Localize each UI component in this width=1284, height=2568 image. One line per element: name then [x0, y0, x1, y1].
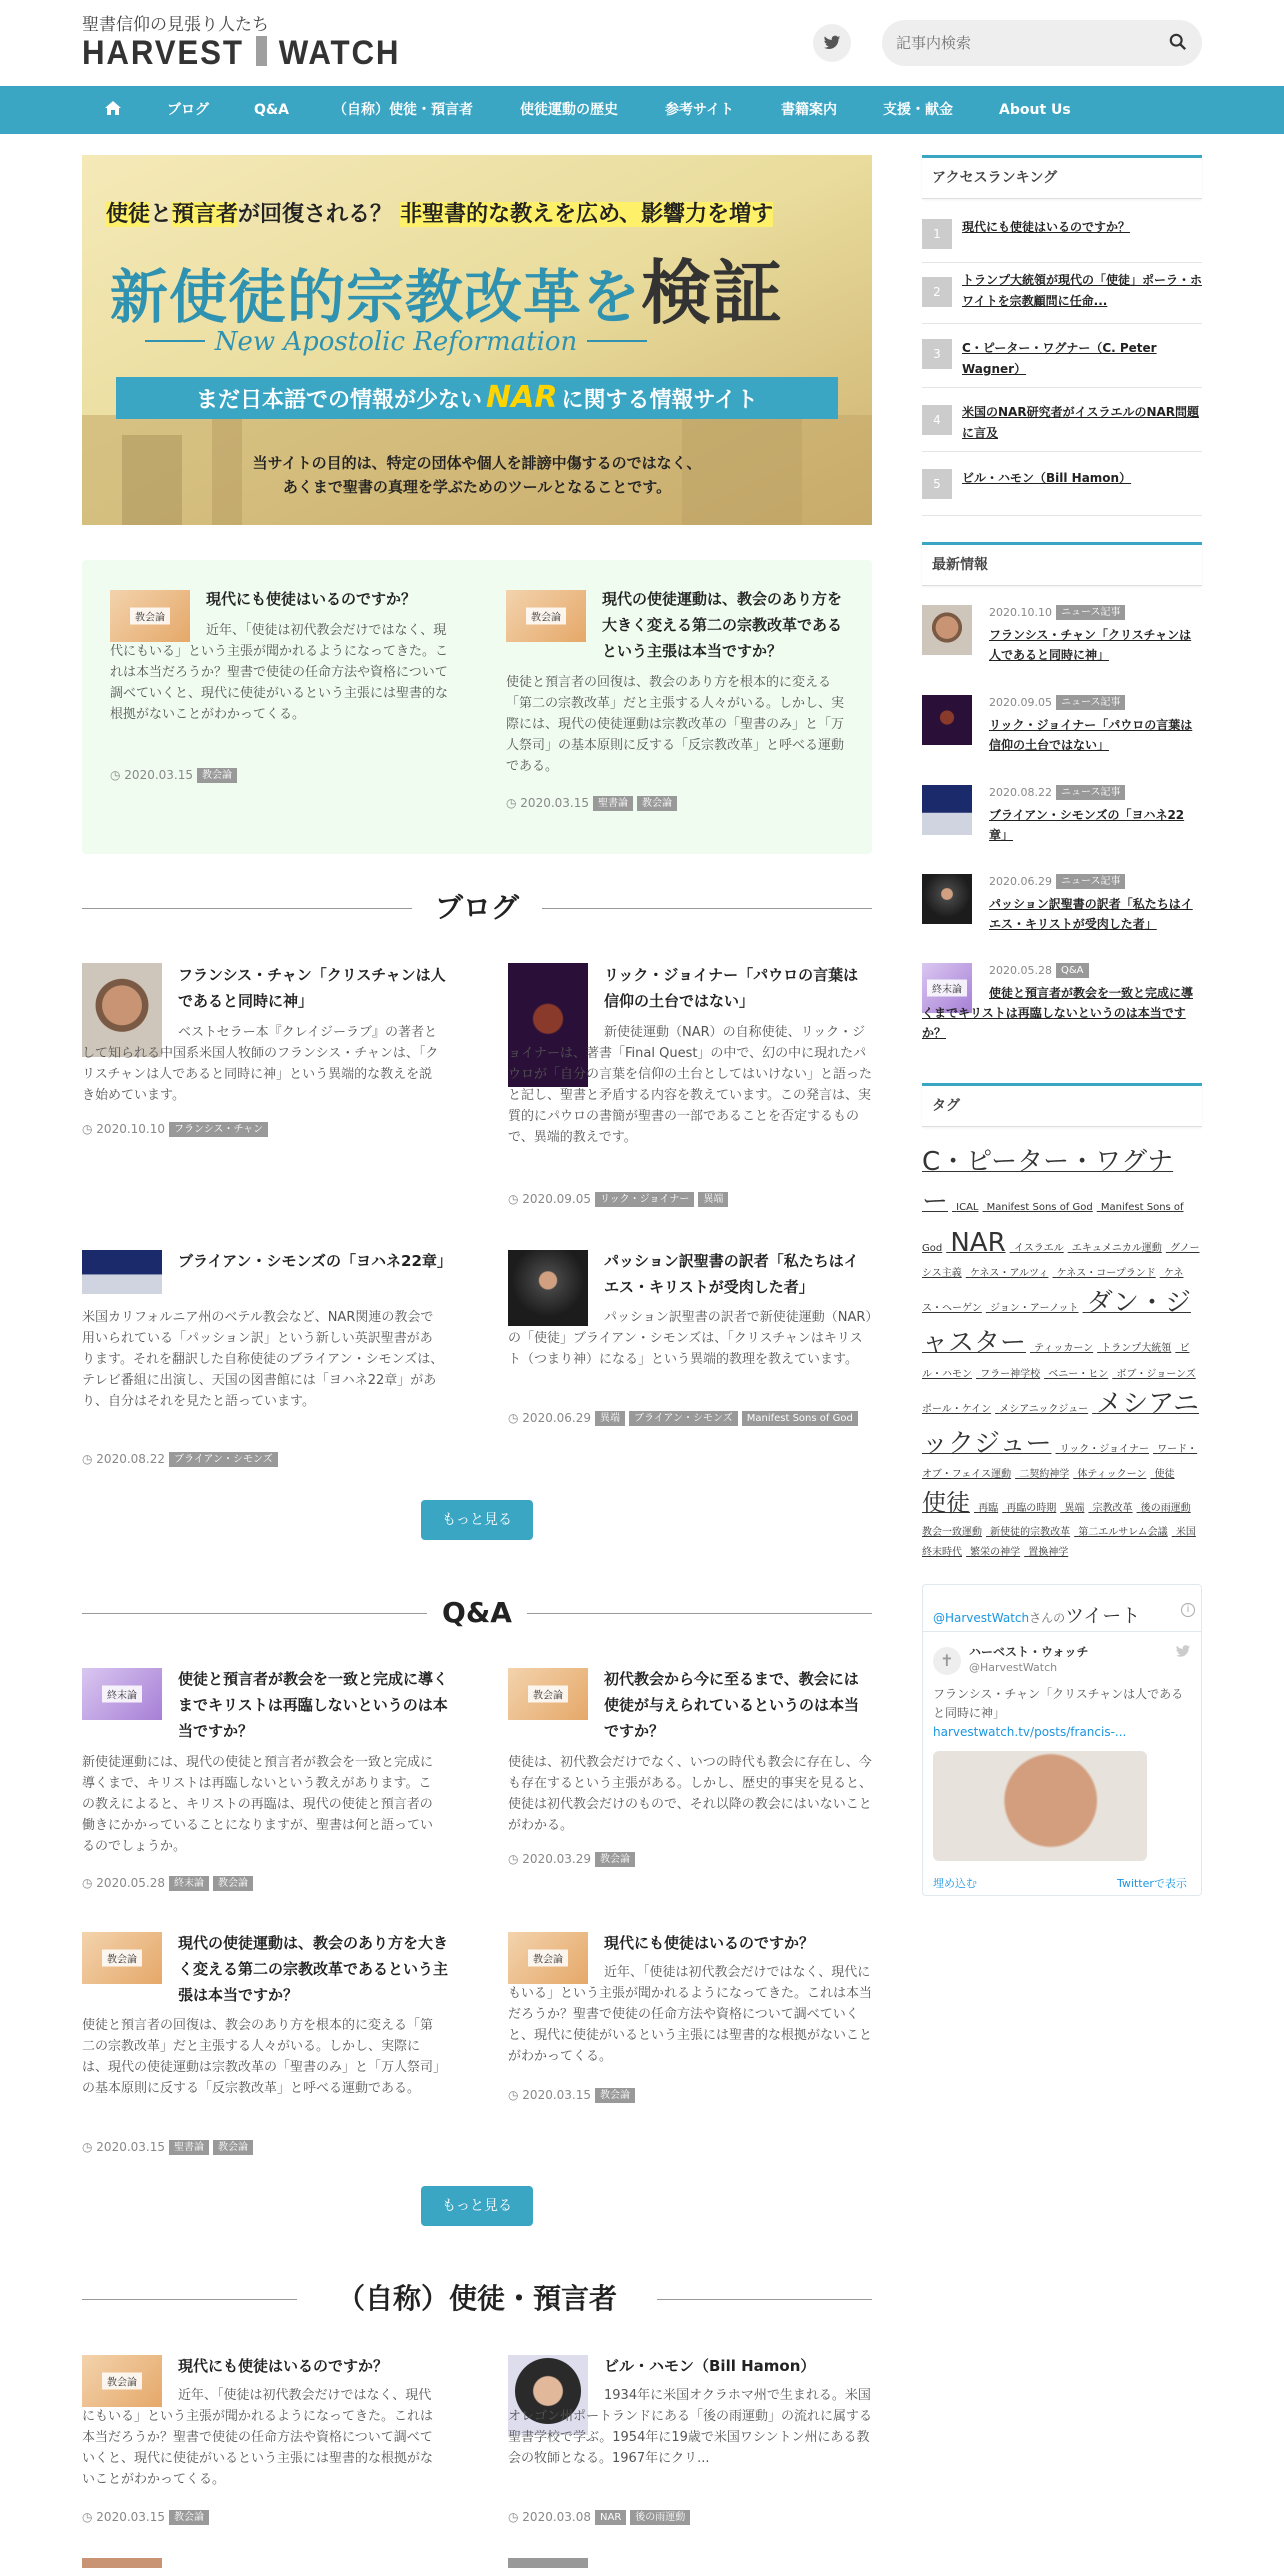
nav-history[interactable]: 使徒運動の歴史 — [520, 102, 618, 118]
news-title: 最新情報 — [922, 542, 1202, 586]
qa-excerpt-2: 使徒は、初代教会だけでなく、いつの時代も教会に存在し、今も存在するという主張がある。しかし、歴史的事実を見ると、使徒は初代教会だけのもので、それ以降の教会にはいないことがわかる。 — [508, 1755, 873, 1833]
site-tagline: 聖書信仰の見張り人たち — [82, 15, 269, 35]
tag-link[interactable]: Manifest Sons of God — [986, 1202, 1093, 1214]
tag-badge[interactable]: 教会論 — [213, 2140, 253, 2155]
tag-badge[interactable]: 教会論 — [595, 2088, 635, 2103]
qa-excerpt-3: 使徒と預言者の回復は、教会のあり方を根本的に変える「第二の宗教改革」だと主張する人々がいる。しかし、実際には、現代の使徒運動は宗教改革の「聖書のみ」と「万人祭司」の基本原則に反する「反宗教改革」と呼べる運動である。 — [82, 2018, 440, 2096]
hero-title: 新使徒的宗教改革を検証 — [110, 252, 784, 334]
tag-link[interactable]: トランプ大統領 — [1101, 1343, 1172, 1355]
blog-thumb-3[interactable] — [82, 1250, 162, 1294]
tag-badge[interactable]: フランシス・チャン — [169, 1122, 268, 1137]
twitter-button[interactable] — [813, 24, 851, 62]
tag-badge[interactable]: 教会論 — [637, 796, 677, 811]
tag-link[interactable]: ケネス・コープランド — [1056, 1267, 1156, 1279]
tag-badge[interactable]: ブライアン・シモンズ — [169, 1452, 278, 1467]
blog-title-2[interactable]: リック・ジョイナー「パウロの言葉は信仰の土台ではない」 — [604, 966, 859, 1010]
rank-item[interactable]: 3 C・ピーター・ワグナー（C. Peter Wagner） — [922, 324, 1202, 388]
tag-link[interactable]: 再臨の時期 — [1006, 1502, 1057, 1514]
embed-link[interactable]: 埋め込む — [933, 1877, 977, 1890]
qa-thumb-2[interactable]: 教会論 — [508, 1668, 588, 1720]
tag-link[interactable]: NAR — [950, 1227, 1006, 1258]
tag-badge[interactable]: リック・ジョイナー — [595, 1192, 694, 1207]
featured-title-2[interactable]: 現代の使徒運動は、教会のあり方を大きく変える第二の宗教改革であるという主張は本当ですか？ — [602, 590, 843, 660]
blog-title-3[interactable]: ブライアン・シモンズの「ヨハネ22章」 — [178, 1252, 452, 1270]
tag-link[interactable]: ポール・ケイン — [922, 1403, 992, 1415]
qa-title-3[interactable]: 現代の使徒運動は、教会のあり方を大きく変える第二の宗教改革であるという主張は本当ですか？ — [178, 1934, 449, 2004]
rank-item[interactable]: 2 トランプ大統領が現代の「使徒」ポーラ・ホワイトを宗教顧問に任命... — [922, 260, 1202, 324]
tag-link[interactable]: ICAL — [956, 1202, 979, 1214]
twitter-timeline — [922, 1584, 1202, 1896]
blog-meta-4: ◷ 2020.06.29 異端 ブライアン・シモンズ Manifest Sons of God — [508, 1406, 858, 1430]
blog-excerpt-4: パッション訳聖書の訳者で新使徒運動（NAR）の「使徒」ブライアン・シモンズは、「クリスチャンはキリスト（つまり神）になる」という異端的教理を教えています。 — [508, 1310, 872, 1367]
tag-link[interactable]: ビル・ハモン — [922, 1343, 1190, 1380]
tag-link[interactable]: 置換神学 — [1028, 1546, 1069, 1558]
tag-badge[interactable]: 教会論 — [595, 1852, 635, 1867]
tag-link[interactable]: 繁栄の神学 — [970, 1546, 1021, 1558]
qa-thumb-4[interactable]: 教会論 — [508, 1932, 588, 1984]
blog-excerpt-2: 新使徒運動（NAR）の自称使徒、リック・ジョイナーは、著書「Final Quest」の中で、幻の中に現れたパウロが「自分の言葉を信仰の土台としてはいけない」と語ったと記し、聖書と矛盾する内容を教えています。この発言は、実質的にパウロの書簡が聖書の一部であることを否定するもので、異端的教えです。 — [508, 1025, 873, 1145]
twitter-bird-icon[interactable] — [1175, 1645, 1191, 1658]
tag-cloud — [922, 1142, 1202, 1562]
tag-link[interactable]: 使徒 — [1154, 1469, 1175, 1481]
tag-link[interactable]: フラー神学校 — [980, 1368, 1041, 1380]
nav-apostles[interactable]: （自称）使徒・預言者 — [333, 102, 473, 118]
nav-about[interactable]: About Us — [999, 102, 1071, 118]
apostles-thumb-1[interactable]: 教会論 — [82, 2355, 162, 2407]
search-input[interactable] — [896, 32, 1146, 54]
qa-meta-1: ◷ 2020.05.28 終末論 教会論 — [82, 1876, 253, 1891]
tag-badge[interactable]: 終末論 — [169, 1876, 209, 1891]
site-logo[interactable] — [82, 34, 400, 73]
tag-link[interactable]: ボブ・ジョーンズ — [1116, 1368, 1196, 1380]
main-nav — [0, 86, 1284, 134]
tag-link[interactable]: 体ティックーン — [1077, 1469, 1147, 1481]
tag-link[interactable]: 二契約神学 — [1019, 1469, 1070, 1481]
qa-excerpt-1: 新使徒運動には、現代の使徒と預言者が教会を一致と完成に導くまで、キリストは再臨しないという教えがあります。この教えによると、キリストの再臨は、現代の使徒と預言者の働きにかかっていることになりますが、聖書は何と語っているのでしょうか。 — [82, 1755, 434, 1854]
tag-badge[interactable]: 教会論 — [213, 1876, 253, 1891]
tag-link[interactable]: メシアニックジュー — [922, 1388, 1199, 1460]
tags-title: タグ — [922, 1083, 1202, 1127]
blog-excerpt-3: 米国カリフォルニア州のベテル教会など、NAR関連の教会で用いられている「パッション訳」という新しい英訳聖書があります。それを翻訳した自称使徒のブライアン・シモンズは、テレビ番組に出演し、天国の図書館には「ヨハネ22章」があり、自分はそれを見たと語っています。 — [82, 1310, 444, 1409]
search-icon[interactable] — [1169, 33, 1187, 51]
nav-qa[interactable]: Q&A — [254, 102, 289, 118]
ranking-title: アクセスランキング — [922, 155, 1202, 199]
apostles-excerpt-2: 1934年に米国オクラホマ州で生まれる。米国オレゴン州ポートランドにある「後の雨運動」の流れに属する聖書学校で学ぶ。1954年に19歳で米国ワシントン州にある教会の牧師となる。1967年にクリ... — [508, 2388, 873, 2466]
tag-badge[interactable]: ブライアン・シモンズ — [629, 1411, 738, 1426]
tag-link[interactable]: ジョン・アーノット — [989, 1303, 1079, 1315]
tag-badge[interactable]: 聖書論 — [169, 2140, 209, 2155]
news-item[interactable]: 終末論 2020.05.28 Q&A 使徒と預言者が教会を一致と完成に導くまでキリストは再臨しないというのは本当ですか？ — [922, 964, 1194, 1040]
view-on-twitter-link[interactable]: Twitterで表示 — [1117, 1877, 1187, 1890]
featured-excerpt-1: 近年、「使徒は初代教会だけではなく、現代にもいる」という主張が聞かれるようになってきた。これは本当だろうか？聖書で使徒の任命方法や資格について調べていくと、現代に使徒がいるという主張には聖書的な根拠がないことがわかってくる。 — [110, 623, 449, 722]
qa-excerpt-4: 近年、「使徒は初代教会だけではなく、現代にもいる」という主張が聞かれるようになってきた。これは本当だろうか？聖書で使徒の任命方法や資格について調べていくと、現代に使徒がいるという主張には聖書的な根拠がないことがわかってくる。 — [508, 1965, 873, 2064]
rank-item[interactable]: 5 ビル・ハモン（Bill Hamon） — [922, 452, 1202, 516]
qa-meta-2: ◷ 2020.03.29 教会論 — [508, 1852, 635, 1867]
news-widget — [922, 542, 1202, 586]
tag-link[interactable]: C・ピーター・ワグナー — [922, 1147, 1174, 1218]
tag-link[interactable]: エキュメニカル運動 — [1071, 1242, 1162, 1254]
tweet-author-name[interactable]: ハーベスト・ウォッチ — [969, 1645, 1089, 1659]
qa-meta-4: ◷ 2020.03.15 教会論 — [508, 2088, 635, 2103]
featured-box — [82, 560, 872, 854]
tag-link[interactable]: 異端 — [1064, 1502, 1085, 1514]
tag-link[interactable]: グノーシス主義 — [922, 1242, 1200, 1279]
apostles-meta-2: ◷ 2020.03.08 NAR 後の雨運動 — [508, 2510, 690, 2525]
featured-title-1[interactable]: 現代にも使徒はいるのですか？ — [206, 590, 417, 608]
nav-blog[interactable]: ブログ — [167, 102, 209, 118]
apostles-heading: （自称）使徒・預言者 — [82, 2279, 872, 2319]
tag-badge[interactable]: 異端 — [698, 1192, 728, 1207]
tag-link[interactable]: 新使徒的宗教改革 — [990, 1526, 1071, 1538]
tag-link[interactable]: ワード・オブ・フェイス運動 — [922, 1444, 1198, 1481]
apostles-title-2[interactable]: ビル・ハモン（Bill Hamon） — [604, 2357, 816, 2375]
tag-badge[interactable]: 聖書論 — [593, 796, 633, 811]
qa-thumb-3[interactable]: 教会論 — [82, 1932, 162, 1984]
hero-note: 当サイトの目的は、特定の団体や個人を誹謗中傷するのではなく、 あくまで聖書の真理を学ぶためのツールとなることです。 — [252, 454, 702, 496]
tag-badge[interactable]: 教会論 — [169, 2510, 209, 2525]
next-thumb-partial — [82, 2558, 162, 2568]
qa-more-button[interactable]: もっと見る — [421, 2186, 533, 2226]
tweet-text: フランシス・チャン「クリスチャンは人であると同時に神」 harvestwatch.tv/posts/francis-... — [933, 1687, 1184, 1739]
logo-harvest: HARVEST — [82, 34, 244, 72]
tag-badge[interactable]: 後の雨運動 — [630, 2510, 690, 2525]
tag-badge[interactable]: 異端 — [595, 1411, 625, 1426]
info-icon[interactable]: i — [1181, 1603, 1195, 1617]
apostles-excerpt-1: 近年、「使徒は初代教会だけではなく、現代にもいる」という主張が聞かれるようになってきた。これは本当だろうか？聖書で使徒の任命方法や資格について調べていくと、現代に使徒がいるという主張には聖書的な根拠がないことがわかってくる。 — [82, 2388, 434, 2487]
tag-link[interactable]: 米国 — [1175, 1526, 1196, 1538]
hero-banner[interactable] — [82, 155, 872, 525]
nav-donate[interactable]: 支援・献金 — [883, 102, 953, 118]
tag-link[interactable]: ダン・ジャスター — [922, 1288, 1191, 1359]
featured-thumb-1[interactable]: 教会論 — [110, 590, 190, 642]
tag-link[interactable]: ティッカーン — [1034, 1343, 1094, 1355]
tag-link[interactable]: 再臨 — [978, 1502, 999, 1514]
tag-link[interactable]: 終末時代 — [922, 1546, 962, 1558]
tag-link[interactable]: リック・ジョイナー — [1059, 1444, 1150, 1456]
tag-badge[interactable]: 教会論 — [197, 768, 237, 783]
featured-excerpt-2: 使徒と預言者の回復は、教会のあり方を根本的に変える「第二の宗教改革」だと主張する人々がいる。しかし、実際には、現代の使徒運動は宗教改革の「聖書のみ」と「万人祭司」の基本原則に反する「反宗教改革」と呼べる運動である。 — [506, 675, 845, 774]
tag-badge[interactable]: NAR — [595, 2510, 626, 2525]
qa-heading: Q&A — [82, 1593, 872, 1633]
tag-link[interactable]: ケネス・ヘーゲン — [922, 1267, 1184, 1315]
hero-banner-strip: まだ日本語での情報が少ない NAR に関する情報サイト — [116, 377, 838, 419]
apostles-title-1[interactable]: 現代にも使徒はいるのですか？ — [178, 2357, 389, 2375]
search-box — [882, 20, 1202, 66]
ranking-widget — [922, 155, 1202, 199]
blog-heading: ブログ — [82, 888, 872, 928]
tag-link[interactable]: 使徒 — [922, 1488, 970, 1517]
logo-watch: WATCH — [278, 34, 401, 72]
tag-link[interactable]: メシアニックジュー — [999, 1403, 1089, 1415]
blog-more-button[interactable]: もっと見る — [421, 1500, 533, 1540]
timeline-header: @HarvestWatchさんのツイート — [933, 1605, 1141, 1627]
tag-link[interactable]: Manifest Sons of God — [922, 1202, 1184, 1254]
featured-meta-2: ◷ 2020.03.15 聖書論 教会論 — [506, 796, 677, 811]
tag-link[interactable]: イスラエル — [1013, 1242, 1064, 1254]
tag-link[interactable]: 第二エルサレム会議 — [1078, 1526, 1168, 1538]
rank-item[interactable]: 1 現代にも使徒はいるのですか？ — [922, 199, 1202, 263]
nav-home[interactable] — [105, 86, 121, 134]
logo-figure-icon — [247, 36, 275, 66]
tag-link[interactable]: ケネス・アルツィ — [969, 1267, 1049, 1279]
apostles-meta-1: ◷ 2020.03.15 教会論 — [82, 2510, 209, 2525]
tag-link[interactable]: 教会一致運動 — [922, 1526, 982, 1538]
site-header — [0, 0, 1284, 86]
tag-badge[interactable]: Manifest Sons of God — [742, 1411, 858, 1426]
nav-books[interactable]: 書籍案内 — [781, 102, 837, 118]
hero-subtitle: New Apostolic Reformation — [116, 327, 676, 357]
featured-thumb-2[interactable]: 教会論 — [506, 590, 586, 642]
qa-title-1[interactable]: 使徒と預言者が教会を一致と完成に導くまでキリストは再臨しないというのは本当ですか？ — [178, 1670, 449, 1740]
avatar[interactable]: ✝ — [933, 1647, 961, 1675]
qa-title-4[interactable]: 現代にも使徒はいるのですか？ — [604, 1934, 815, 1952]
qa-title-2[interactable]: 初代教会から今に至るまで、教会には使徒が与えられているというのは本当ですか？ — [604, 1670, 860, 1740]
featured-meta-1: ◷ 2020.03.15 教会論 — [110, 768, 237, 783]
nav-references[interactable]: 参考サイト — [665, 102, 735, 118]
qa-meta-3: ◷ 2020.03.15 聖書論 教会論 — [82, 2140, 253, 2155]
blog-meta-3: ◷ 2020.08.22 ブライアン・シモンズ — [82, 1452, 278, 1467]
tags-widget — [922, 1083, 1202, 1127]
hero-line1: 使徒と預言者が回復される？ 非聖書的な教えを広め、影響力を増す — [106, 202, 774, 227]
tweet-author-handle[interactable]: @HarvestWatch — [969, 1661, 1058, 1674]
qa-thumb-1[interactable]: 終末論 — [82, 1668, 162, 1720]
blog-title-4[interactable]: パッション訳聖書の訳者「私たちはイエス・キリストが受肉した者」 — [604, 1252, 859, 1296]
blog-excerpt-1: ベストセラー本『クレイジーラブ』の著者として知られる中国系米国人牧師のフランシス・チャンは、「クリスチャンは人であると同時に神」という異端的な教えを説き始めています。 — [82, 1025, 439, 1103]
tag-link[interactable]: ベニー・ヒン — [1048, 1368, 1109, 1380]
rank-item[interactable]: 4 米国のNAR研究者がイスラエルのNAR問題に言及 — [922, 388, 1202, 452]
tag-link[interactable]: 後の雨運動 — [1140, 1502, 1191, 1514]
tag-link[interactable]: 宗教改革 — [1092, 1502, 1133, 1514]
tweet-link[interactable]: harvestwatch.tv/posts/francis-... — [933, 1725, 1127, 1739]
blog-title-1[interactable]: フランシス・チャン「クリスチャンは人であると同時に神」 — [178, 966, 446, 1010]
tweet-image[interactable] — [933, 1751, 1147, 1861]
blog-meta-2: ◷ 2020.09.05 リック・ジョイナー 異端 — [508, 1192, 728, 1207]
twitter-icon — [823, 35, 841, 51]
blog-meta-1: ◷ 2020.10.10 フランシス・チャン — [82, 1122, 268, 1137]
home-icon — [105, 101, 121, 115]
next-thumb-partial — [508, 2558, 588, 2568]
